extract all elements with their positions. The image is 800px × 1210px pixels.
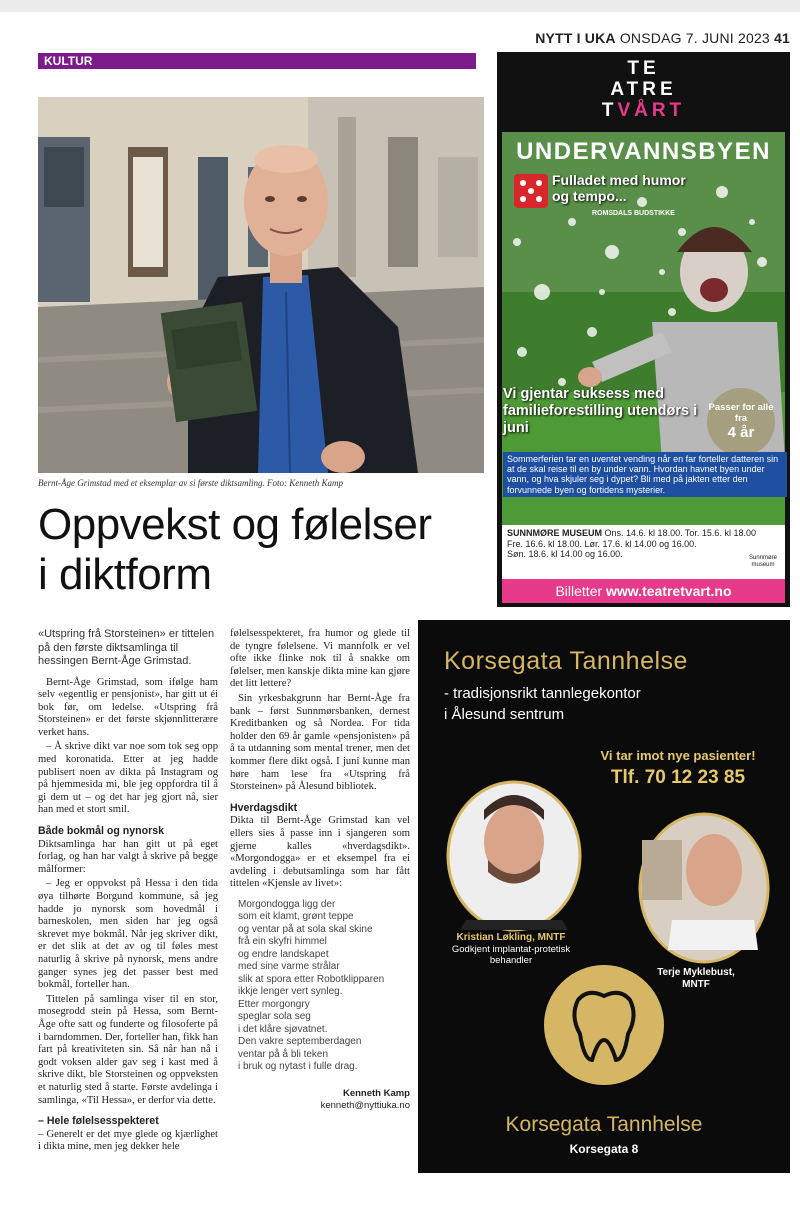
paragraph: – Generelt er det mye glede og kjærlighet i dikta mine, men jeg dekker hele [38,1128,218,1153]
poem-line: Morgondogga ligg der [238,898,336,910]
byline-name: Kenneth Kamp [342,1087,410,1099]
theatre-ad [497,52,790,607]
phone-number[interactable]: Tlf. 70 12 23 85 [610,767,746,788]
paragraph: – Jeg er oppvokst på Hessa i den tida øya tilhørte Borgund kommune, så jeg hadde jo nynorsk som hovedmål i barneskolen, men siden har jeg også skrevet mye bokmål. Når jeg skriver dikt, er det slik at det av og til føles mest naturlig å skrive på nynorsk, mens andre ganger synes jeg det passer best med bokmål, forteller han. [38,878,218,991]
poem-line: i bruk og nytast i fulle drag. [238,1061,358,1073]
subheading: – Hele følelsesspekteret [38,1115,159,1128]
headline-line-2: i diktform [38,550,212,599]
poem-line: ventar på å bli teken [238,1048,329,1060]
tagline-line: i Ålesund sentrum [444,706,565,723]
dentist-2-role: MNTF [682,979,710,990]
dental-ad [418,620,790,1173]
paragraph: følelsesspekteret, fra humor og glede til de tyngre følelsene. Vi mannfolk er vel ofte ikke flinke nok til å snakke om følelser, men kanskje dikta mine kan gjøre det litt lettere? [230,628,410,690]
show-schedule [502,525,785,579]
poem [238,899,410,1074]
article-lead: «Utspring frå Storsteinen» er tittelen på den første diktsamlinga til hessingen Bernt-Åge Grimstad. [38,628,215,667]
poem-line: med sine varme strålar [238,961,340,973]
dental-brand-bottom: Korsegata Tannhelse [505,1113,703,1136]
schedule-line: Søn. 18.6. kl 14.00 og 16.00. [507,549,623,560]
subheading: Både bokmål og nynorsk [38,825,164,838]
tickets-label: Billetter [555,583,603,599]
schedule-line [507,528,780,539]
logo-letter: T [601,100,618,121]
article-headline [38,500,498,600]
byline-email[interactable]: kenneth@nyttiuka.no [320,1100,410,1112]
poem-line: speglar sola seg [238,1011,311,1023]
byline [230,1088,410,1113]
poem-line: Etter morgongry [238,998,310,1010]
paragraph: Diktsamlinga har han gitt ut på eget forlag, og han har valgt å skrive på begge målformer: [38,838,218,875]
poem-line: Den vakre septemberdagen [238,1036,362,1048]
logo-line: ATRE [610,79,677,100]
subheading: Hverdagsdikt [230,801,298,814]
dates: Ons. 14.6. kl 18.00. Tor. 15.6. kl 18.00 [604,528,756,538]
article-column-2 [230,628,410,1113]
photo-caption: Bernt-Åge Grimstad med et eksemplar av si første diktsamling. Foto: Kenneth Kamp [38,478,343,488]
show-title: UNDERVANNSBYEN [516,138,771,165]
section-label: KULTUR [38,53,476,69]
article-photo [38,97,484,473]
paragraph: Sin yrkesbakgrunn har Bernt-Åge fra bank – først Sunnmørsbanken, dernest Kreditbanken og så Nordea. For tida holder den 69 år gamle «pensjonisten» på å ta utdanning som mental trener, men det kommer flere dikt også. I juni kunne man høre ham lese fra «Utspring frå Storsteinen» på Ålesund bibliotek. [230,692,410,793]
paragraph: Bernt-Åge Grimstad, som ifølge ham selv «egentlig er pensjonist», har gitt ut éi bok før, om ledelse. «Utspring frå Storsteinen» er det første skjønnlitterære verket hans. [38,676,218,738]
poem-line: ikkje lenger vert synleg. [238,986,343,998]
dentist-1-name: Kristian Løkling, MNTF [456,932,566,943]
schedule-line: Fre. 16.6. kl 18.00. Lør. 17.6. kl 14.00 og 16.00. [507,538,697,549]
dice-rating-icon [514,174,548,208]
logo-accent: VÅRT [617,100,686,121]
top-strip [0,0,800,12]
new-patients-text: Vi tar imot nye pasienter! [600,748,756,763]
show-blurb: Sommerferien tar en uventet vending når en far forteller datteren sin at de skal reise til en by under vann. Hvordan havnet byen under vann, og hva skjuler seg i dypet? Bli med på jakten etter den forvunnede byen og fortidens mysterier. [503,452,787,497]
museum-logo: Sunnmøre museum [748,555,777,568]
age-value: 4 år [727,424,755,441]
dentist-2-name: Terje Myklebust, [657,967,735,978]
review-source: ROMSDALS BUDSTIKKE [592,210,675,217]
age-badge [707,388,775,456]
poem-line: og ventar på at sola skal skine [238,923,373,935]
article-column-1 [38,628,218,1156]
logo-line [497,100,790,121]
page-number: 41 [774,30,790,46]
dental-address: Korsegata 8 [569,1142,639,1156]
tickets-banner[interactable] [502,579,785,603]
poem-line: slik at spora etter Robotklipparen [238,973,385,985]
page-header [535,30,790,46]
poem-line: som eit klamt, grønt teppe [238,911,354,923]
paragraph: – Å skrive dikt var noe som tok seg opp med koronatida. Etter at jeg hadde publisert noen av dikta på Instagram og på hjemmesida mi, ble jeg oppfordra til å gi dem ut – og det har jeg gjort nå, sier han med et stort smil. [38,741,218,816]
dentist-1-role: Godkjent implantat-protetisk behandler [451,944,571,966]
venue-name: SUNNMØRE MUSEUM [507,528,603,538]
issue-date: ONSDAG 7. JUNI 2023 [619,30,770,46]
poem-line: frå ein skyfri himmel [238,936,327,948]
paragraph: Dikta til Bernt-Åge Grimstad kan vel ellers sies å passe inn i sjangeren som gjerne kalles «hverdagsdikt». «Morgondogga» er et eksempel fra ei avdeling i debutsamlinga som har fått tittelen «Kjensle av livet»: [230,815,410,890]
poem-line: og endre landskapet [238,948,329,960]
age-label: Passer for alle fra [708,402,774,424]
logo-line: TE [627,58,660,79]
review-quote: Fulladet med humor og tempo... [552,172,686,204]
tagline-line: - tradisjonsrikt tannlegekontor [444,685,641,702]
dental-brand: Korsegata Tannhelse [444,647,688,675]
promo-text: Vi gjentar suksess med familieforestilling utendørs i juni [503,386,698,436]
poem-line: i det klåre sjøvatnet. [238,1023,328,1035]
photo-illustration [38,97,484,473]
tickets-url[interactable]: www.teatretvart.no [606,583,732,599]
publication-name: NYTT I UKA [535,30,616,46]
paragraph: Tittelen på samlinga viser til en stor, mosegrodd stein på Hessa, som Bernt-Åge ofte satt og funderte og filosoferte på i barndommen. Der, forteller han, fikk han fart på kreativiteten sin. Så når han nå i godt voksen alder gav seg i kast med å skrive dikt, ble Storsteinen og oppveksten et naturlig sted å starte. Første avdelinga i samlinga, «Til Hessa», er derfor via dette. [38,993,218,1106]
theatre-logo [497,58,790,121]
headline-line-1: Oppvekst og følelser [38,500,432,549]
dental-portraits [418,620,790,1110]
